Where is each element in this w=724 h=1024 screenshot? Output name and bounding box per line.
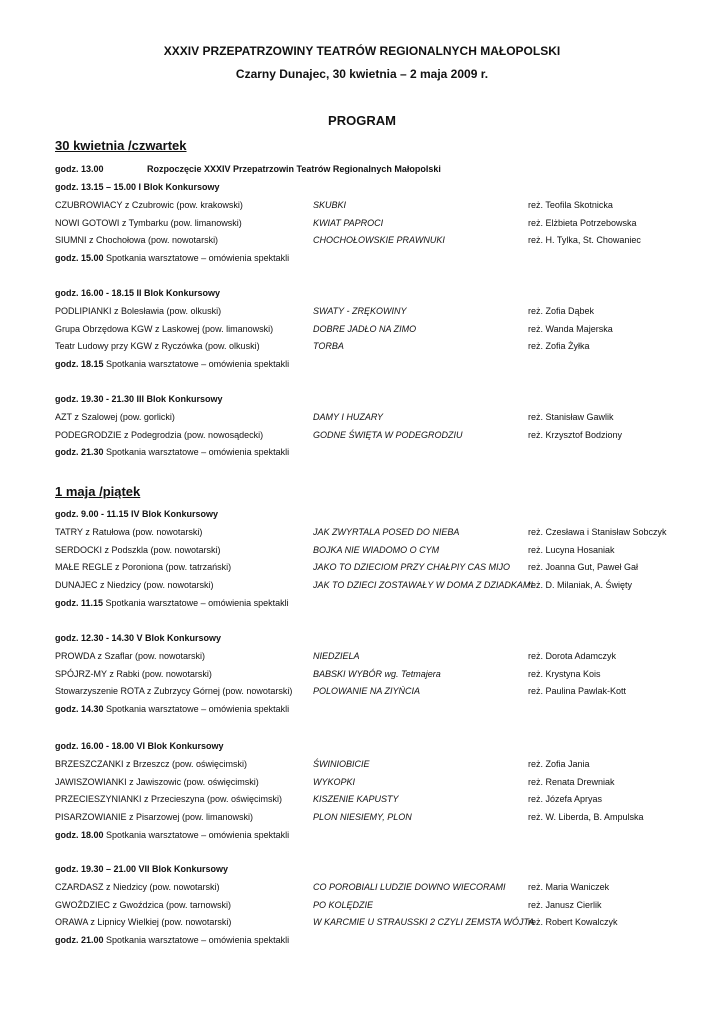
play-title: GODNE ŚWIĘTA W PODEGRODZIU (313, 429, 463, 440)
director: reż. Elżbieta Potrzebowska (528, 217, 637, 228)
workshop-text: Spotkania warsztatowe – omówienia spektakli (106, 253, 290, 264)
workshop-time: godz. 18.00 (55, 830, 104, 840)
play-title: KISZENIE KAPUSTY (313, 794, 399, 805)
play-title: PO KOLĘDZIE (313, 899, 374, 910)
performance-row (55, 775, 695, 789)
performance-row (55, 198, 695, 212)
day-heading: 1 maja /piątek (55, 484, 141, 499)
performance-row (55, 560, 695, 574)
workshop-time: godz. 15.00 (55, 253, 104, 264)
performance-row (55, 304, 695, 318)
ensemble-name: SPÓJRZ-MY z Rabki (pow. nowotarski) (55, 668, 212, 679)
play-title: DAMY I HUZARY (313, 411, 384, 422)
performance-row (55, 667, 695, 681)
workshop-time: godz. 21.00 (55, 935, 104, 946)
block-header-text: godz. 16.00 - 18.00 VI Blok Konkursowy (55, 741, 224, 751)
director: reż. Robert Kowalczyk (528, 917, 618, 928)
workshop-row (55, 596, 695, 610)
director: reż. Maria Waniczek (528, 881, 610, 892)
block-header (55, 631, 695, 645)
ensemble-name: DUNAJEC z Niedzicy (pow. nowotarski) (55, 580, 214, 591)
workshop-text: Spotkania warsztatowe – omówienia spektakli (106, 935, 290, 946)
director: reż. W. Liberda, B. Ampulska (528, 812, 644, 823)
workshop-text: Spotkania warsztatowe – omówienia spektakli (106, 704, 290, 715)
workshop-row (55, 251, 695, 265)
director: reż. H. Tylka, St. Chowaniec (528, 235, 641, 246)
opening-text: Rozpoczęcie XXXIV Przepatrzowin Teatrów Regionalnych Małopolski (147, 164, 441, 174)
document-subtitle: Czarny Dunajec, 30 kwietnia – 2 maja 2009 r. (235, 67, 489, 81)
day-heading: 30 kwietnia /czwartek (55, 138, 187, 153)
director: reż. Joanna Gut, Paweł Gał (528, 562, 639, 573)
ensemble-name: SERDOCKI z Podszkla (pow. nowotarski) (55, 544, 221, 555)
block-header (55, 180, 695, 194)
workshop-text: Spotkania warsztatowe – omówienia spektakli (106, 830, 290, 840)
block-header (55, 507, 695, 521)
ensemble-name: BRZESZCZANKI z Brzeszcz (pow. oświęcimski) (55, 758, 248, 769)
play-title: DOBRE JADŁO NA ZIMO (313, 323, 417, 334)
ensemble-name: CZARDASZ z Niedzicy (pow. nowotarski) (55, 881, 220, 892)
workshop-row (55, 702, 695, 716)
workshop-time: godz. 18.15 (55, 359, 104, 370)
ensemble-name: PODLIPIANKI z Bolesławia (pow. olkuski) (55, 305, 222, 316)
play-title: SKUBKI (313, 199, 347, 210)
director: reż. Zofia Dąbek (528, 305, 595, 316)
play-title: NIEDZIELA (313, 650, 360, 661)
play-title: JAK ZWYRTALA POSED DO NIEBA (313, 526, 460, 537)
play-title: SWATY - ZRĘKOWINY (313, 305, 407, 316)
performance-row (55, 915, 695, 929)
ensemble-name: MAŁE REGLE z Poroniona (pow. tatrzański) (55, 562, 232, 573)
performance-row (55, 649, 695, 663)
director: reż. D. Milaniak, A. Święty (528, 580, 633, 591)
block-header-text: godz. 9.00 - 11.15 IV Blok Konkursowy (55, 509, 219, 519)
workshop-row (55, 445, 695, 459)
director: reż. Janusz Cierlik (528, 899, 602, 910)
workshop-row (55, 828, 695, 842)
performance-row (55, 684, 695, 698)
workshop-text: Spotkania warsztatowe – omówienia spektakli (106, 447, 290, 458)
workshop-time: godz. 14.30 (55, 704, 104, 715)
ensemble-name: GWOŹDZIEC z Gwoździca (pow. tarnowski) (55, 899, 232, 910)
ensemble-name: JAWISZOWIANKI z Jawiszowic (pow. oświęcimski) (55, 776, 259, 787)
workshop-row (55, 933, 695, 947)
performance-row (55, 880, 695, 894)
program-heading: PROGRAM (328, 113, 396, 128)
ensemble-name: NOWI GOTOWI z Tymbarku (pow. limanowski) (55, 217, 242, 228)
play-title: POLOWANIE NA ZIYŃCIA (313, 686, 421, 697)
play-title: JAKO TO DZIECIOM PRZY CHAŁPIY CAS MIJO (313, 562, 511, 573)
director: reż. Zofia Jania (528, 758, 590, 769)
ensemble-name: SIUMNI z Chochołowa (pow. nowotarski) (55, 235, 219, 246)
ensemble-name: CZUBROWIACY z Czubrowic (pow. krakowski) (55, 199, 243, 210)
ensemble-name: PISARZOWIANIE z Pisarzowej (pow. limanowski) (55, 812, 254, 823)
block-header-text: godz. 19.30 - 21.30 III Blok Konkursowy (55, 394, 223, 404)
director: reż. Józefa Apryas (528, 794, 603, 805)
ensemble-name: AZT z Szalowej (pow. gorlicki) (55, 411, 175, 422)
block-header-text: godz. 19.30 – 21.00 VII Blok Konkursowy (55, 864, 229, 874)
block-header-text: godz. 12.30 - 14.30 V Blok Konkursowy (55, 633, 222, 643)
director: reż. Paulina Pawlak-Kott (528, 686, 627, 697)
play-title: JAK TO DZIECI ZOSTAWAŁY W DOMA Z DZIADKAMI (313, 580, 533, 591)
block-header (55, 862, 695, 876)
performance-row (55, 578, 695, 592)
performance-row (55, 543, 695, 557)
performance-row (55, 216, 695, 230)
ensemble-name: ORAWA z Lipnicy Wielkiej (pow. nowotarski) (55, 917, 232, 928)
director: reż. Lucyna Hosaniak (528, 544, 615, 555)
director: reż. Zofia Żyłka (528, 341, 590, 352)
block-header-text: godz. 16.00 - 18.15 II Blok Konkursowy (55, 288, 221, 298)
ensemble-name: PRZECIESZYNIANKI z Przecieszyna (pow. oświęcimski) (55, 794, 283, 805)
performance-row (55, 810, 695, 824)
workshop-text: Spotkania warsztatowe – omówienia spektakli (105, 598, 289, 608)
play-title: BOJKA NIE WIADOMO O CYM (313, 544, 440, 555)
performance-row (55, 322, 695, 336)
performance-row (55, 339, 695, 353)
workshop-time: godz. 21.30 (55, 447, 104, 458)
play-title: KWIAT PAPROCI (313, 217, 384, 228)
workshop-text: Spotkania warsztatowe – omówienia spektakli (106, 359, 290, 370)
performance-row (55, 525, 695, 539)
block-header (55, 392, 695, 406)
performance-row (55, 792, 695, 806)
performance-row (55, 410, 695, 424)
play-title: BABSKI WYBÓR wg. Tetmajera (313, 668, 441, 679)
workshop-row (55, 357, 695, 371)
ensemble-name: Stowarzyszenie ROTA z Zubrzycy Górnej (pow. nowotarski) (55, 686, 293, 697)
opening-row (55, 162, 695, 176)
play-title: WYKOPKI (313, 776, 356, 787)
director: reż. Stanisław Gawlik (528, 411, 614, 422)
ensemble-name: PROWDA z Szaflar (pow. nowotarski) (55, 650, 206, 661)
block-header (55, 286, 695, 300)
play-title: W KARCMIE U STRAUSSKI 2 CZYLI ZEMSTA WÓJTA (313, 917, 535, 928)
ensemble-name: PODEGRODZIE z Podegrodzia (pow. nowosądecki) (55, 429, 264, 440)
opening-time: godz. 13.00 (55, 164, 104, 174)
director: reż. Renata Drewniak (528, 776, 615, 787)
document-title: XXXIV PRZEPATRZOWINY TEATRÓW REGIONALNYCH MAŁOPOLSKI (163, 44, 561, 58)
performance-row (55, 428, 695, 442)
play-title: CHOCHOŁOWSKIE PRAWNUKI (313, 235, 445, 246)
performance-row (55, 757, 695, 771)
play-title: TORBA (313, 341, 344, 352)
play-title: PLON NIESIEMY, PLON (313, 812, 412, 823)
block-header-text: godz. 13.15 – 15.00 I Blok Konkursowy (55, 182, 220, 192)
performance-row (55, 233, 695, 247)
ensemble-name: TATRY z Ratułowa (pow. nowotarski) (55, 526, 203, 537)
director: reż. Dorota Adamczyk (528, 650, 617, 661)
play-title: ŚWINIOBICIE (313, 758, 370, 769)
workshop-time: godz. 11.15 (55, 598, 104, 608)
director: reż. Wanda Majerska (528, 323, 613, 334)
performance-row (55, 898, 695, 912)
director: reż. Krzysztof Bodziony (528, 429, 623, 440)
ensemble-name: Grupa Obrzędowa KGW z Laskowej (pow. limanowski) (55, 323, 274, 334)
director: reż. Czesława i Stanisław Sobczyk (528, 526, 667, 537)
block-header (55, 739, 695, 753)
play-title: CO POROBIALI LUDZIE DOWNO WIECORAMI (313, 881, 506, 892)
director: reż. Teofila Skotnicka (528, 199, 613, 210)
ensemble-name: Teatr Ludowy przy KGW z Ryczówka (pow. olkuski) (55, 341, 260, 352)
director: reż. Krystyna Kois (528, 668, 601, 679)
